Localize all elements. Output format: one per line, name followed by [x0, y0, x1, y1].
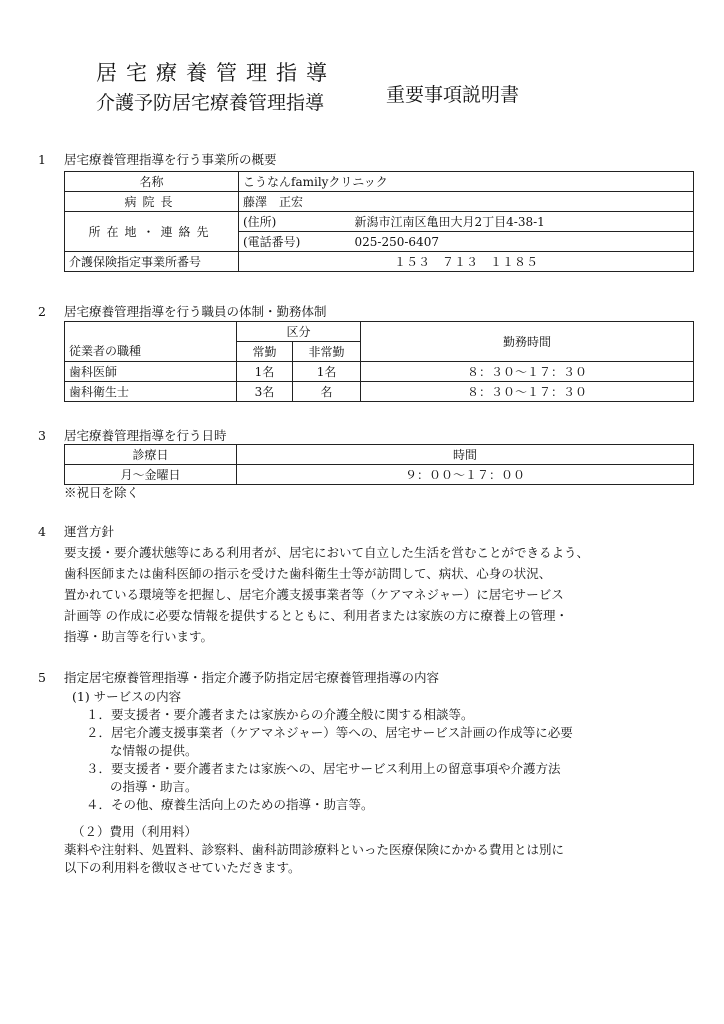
address-value: 新潟市江南区亀田大月2丁目4-38-1	[351, 212, 694, 232]
item-text-continued: の指導・助言。	[110, 779, 198, 794]
table-row	[65, 212, 694, 232]
fulltime-cell: 1名	[237, 362, 293, 382]
policy-line: 置かれている環境等を把握し、居宅介護支援事業者等（ケアマネジャー）に居宅サービス	[64, 587, 564, 602]
list-item	[86, 706, 706, 724]
policy-paragraph	[64, 542, 704, 647]
policy-line: 要支援・要介護状態等にある利用者が、居宅において自立した生活を営むことができるよう、	[64, 545, 590, 560]
staff-table	[64, 321, 694, 402]
table-header-row	[65, 445, 694, 465]
item-text: 要支援者・要介護者または家族からの介護全般に関する相談等。	[111, 707, 474, 722]
fulltime-cell: 3名	[237, 382, 293, 402]
section-number: 1	[38, 152, 46, 167]
holiday-note: ※祝日を除く	[64, 485, 140, 500]
parttime-cell: 名	[293, 382, 361, 402]
item-number: ４．	[86, 797, 112, 812]
policy-line: 指導・助言等を行います。	[64, 629, 214, 644]
time-header: 時間	[237, 445, 694, 465]
hours-cell: ８：３０～１７：３０	[361, 362, 694, 382]
item-number: ２．	[86, 725, 112, 740]
list-item	[86, 724, 706, 760]
phone-value: 025-250-6407	[351, 232, 694, 252]
fee-line: 薬料や注射料、処置料、診察料、歯科訪問診療料といった医療保険にかかる費用とは別に	[64, 842, 565, 857]
address-label: (住所)	[239, 212, 351, 232]
section-5-heading	[38, 668, 439, 686]
parttime-header: 非常勤	[293, 342, 361, 362]
name-label: 名称	[65, 172, 239, 192]
list-item	[86, 796, 706, 814]
hours-header: 勤務時間	[361, 322, 694, 362]
section-number: 5	[38, 670, 46, 685]
occupation-header: 従業者の職種	[65, 342, 237, 362]
fee-paragraph	[64, 841, 704, 877]
section-title: 運営方針	[64, 524, 115, 539]
item-number: ３．	[86, 761, 112, 776]
table-row	[65, 382, 694, 402]
item-number: １．	[86, 707, 112, 722]
occupation-cell: 歯科医師	[65, 362, 237, 382]
table-header-row	[65, 322, 694, 342]
location-label: 所在地・連絡先	[65, 212, 239, 252]
occupation-cell: 歯科衛生士	[65, 382, 237, 402]
title-line-1: 居宅療養管理指導	[96, 61, 336, 85]
section-title: 居宅療養管理指導を行う事業所の概要	[64, 152, 277, 167]
fulltime-header: 常勤	[237, 342, 293, 362]
table-row	[65, 362, 694, 382]
category-header: 区分	[237, 322, 361, 342]
table-row	[65, 465, 694, 485]
section-3-heading	[38, 426, 227, 444]
section-number: 2	[38, 304, 46, 319]
service-subheading: (1) サービスの内容	[72, 689, 182, 704]
section-title: 居宅療養管理指導を行う日時	[64, 428, 227, 443]
insurance-label: 介護保険指定事業所番号	[65, 252, 239, 272]
section-2-heading	[38, 302, 327, 320]
item-text: 居宅介護支援事業者（ケアマネジャー）等への、居宅サービス計画の作成等に必要	[111, 725, 573, 740]
section-number: 3	[38, 428, 46, 443]
fee-line: 以下の利用料を徴収させていただきます。	[64, 860, 301, 875]
section-4-heading	[38, 522, 114, 540]
parttime-cell: 1名	[293, 362, 361, 382]
section-title: 居宅療養管理指導を行う職員の体制・勤務体制	[64, 304, 327, 319]
title-line-2: 介護予防居宅療養管理指導	[96, 92, 325, 114]
item-text-continued: な情報の提供。	[110, 743, 198, 758]
header-blank	[65, 322, 237, 342]
section-number: 4	[38, 524, 46, 539]
schedule-table	[64, 444, 694, 485]
list-item	[86, 760, 706, 796]
time-cell: ９：００～１７：００	[237, 465, 694, 485]
table-row	[65, 172, 694, 192]
fee-subheading: （２）費用（利用料）	[72, 824, 198, 839]
name-value: こうなんfamilyクリニック	[239, 172, 694, 192]
director-value: 藤澤 正宏	[239, 192, 694, 212]
policy-line: 歯科医師または歯科医師の指示を受けた歯科衛生士等が訪問して、病状、心身の状況、	[64, 566, 552, 581]
title-block	[96, 58, 336, 118]
item-text: 要支援者・要介護者または家族への、居宅サービス利用上の留意事項や介護方法	[111, 761, 561, 776]
office-overview-table	[64, 171, 694, 272]
section-1-heading	[38, 150, 277, 168]
section-title: 指定居宅療養管理指導・指定介護予防指定居宅療養管理指導の内容	[64, 670, 440, 685]
table-row	[65, 192, 694, 212]
insurance-number: １５３ ７１３ １１８５	[239, 252, 694, 272]
day-cell: 月～金曜日	[65, 465, 237, 485]
director-label: 病院長	[65, 192, 239, 212]
hours-cell: ８：３０～１７：３０	[361, 382, 694, 402]
service-list	[86, 706, 706, 814]
document-title: 重要事項説明書	[386, 84, 520, 106]
phone-label: (電話番号)	[239, 232, 351, 252]
day-header: 診療日	[65, 445, 237, 465]
policy-line: 計画等 の作成に必要な情報を提供するとともに、利用者または家族の方に療養上の管理・	[64, 608, 568, 623]
item-text: その他、療養生活向上のための指導・助言等。	[111, 797, 374, 812]
table-row	[65, 252, 694, 272]
